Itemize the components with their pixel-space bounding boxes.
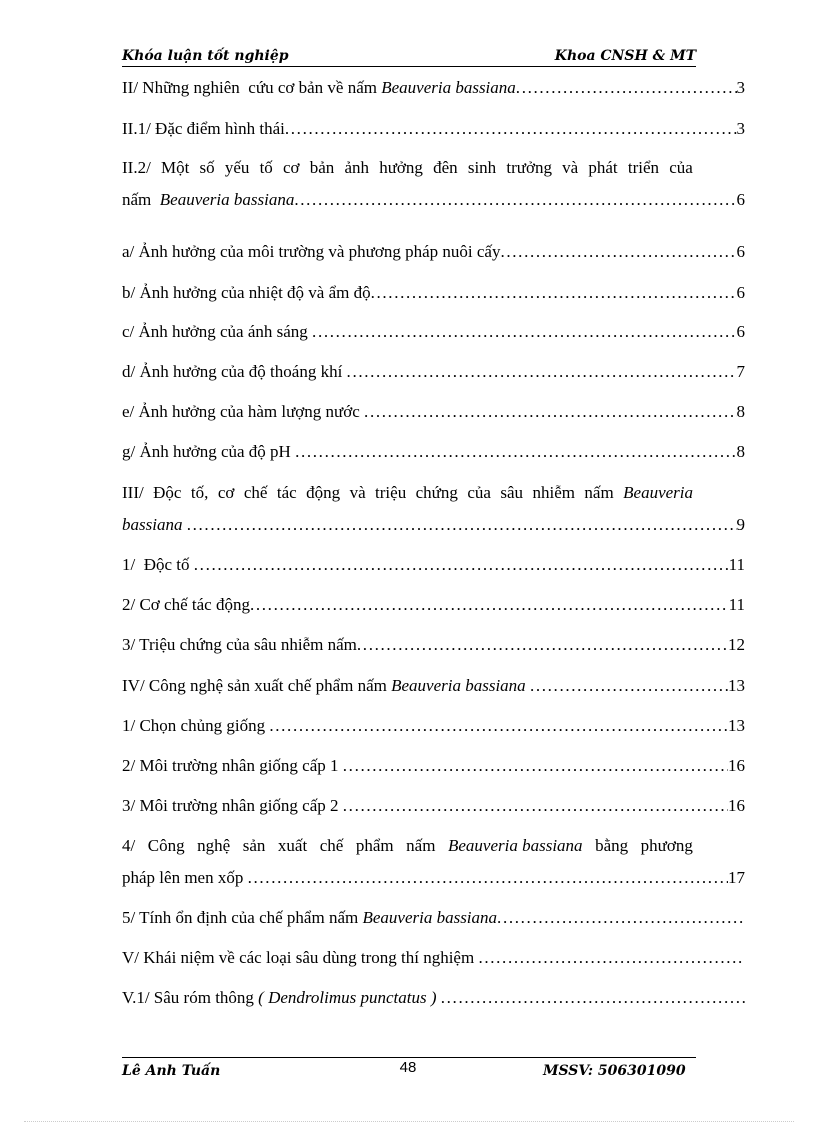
toc-entry xyxy=(122,118,745,140)
toc-word: chế xyxy=(243,483,268,502)
toc-entry-title: V/ Khái niệm về các loại sâu dùng trong thí nghiệm xyxy=(122,948,479,967)
toc-entry-title: c/ Ảnh hưởng của ánh sáng xyxy=(122,322,313,341)
page-edge xyxy=(24,1121,794,1122)
toc-word: trưởng xyxy=(506,158,552,177)
toc-word: của xyxy=(467,483,491,502)
toc-word: 4/ xyxy=(122,836,136,855)
toc-page-number: 9 xyxy=(736,515,745,534)
toc-word: chế xyxy=(319,836,344,855)
toc-leader-dots xyxy=(248,867,728,889)
toc-word: số xyxy=(199,158,215,177)
toc-leader-dots xyxy=(312,321,736,343)
toc-leader-dots xyxy=(269,715,728,737)
toc-word: Beauveria bassiana xyxy=(447,836,583,855)
footer-right: MSSV: 506301090 xyxy=(543,1063,686,1079)
toc-entry-title: 5/ Tính ổn định của chế phẩm nấm Beauveria bassiana xyxy=(122,908,498,927)
toc-entry-title: IV/ Công nghệ sản xuất chế phẩm nấm Beauveria bassiana xyxy=(122,676,526,695)
toc-entry-line xyxy=(122,867,745,889)
toc-word: của xyxy=(669,158,693,177)
toc-word: yếu xyxy=(224,158,250,177)
toc-page-number: 12 xyxy=(728,635,745,654)
toc-leader-dots xyxy=(194,554,729,576)
toc-entry xyxy=(122,715,745,737)
toc-entry-line xyxy=(122,907,745,929)
toc-page-number: 8 xyxy=(736,402,745,421)
toc-leader-dots xyxy=(497,907,745,929)
toc-page-number: 3 xyxy=(736,78,745,97)
species-name: Beauveria bassiana xyxy=(362,908,498,927)
toc-word: sinh xyxy=(467,158,497,177)
toc-entry xyxy=(122,907,745,929)
toc-page-number: 16 xyxy=(728,756,745,775)
toc-entry-title: 2/ Môi trường nhân giống cấp 1 xyxy=(122,756,343,775)
toc-entry xyxy=(122,947,745,969)
toc-page-number: 16 xyxy=(728,796,745,815)
toc-word: tố, xyxy=(190,483,209,502)
toc-entry-first-line xyxy=(122,157,693,179)
toc-entry-title: II.1/ Đặc điểm hình thái xyxy=(122,119,285,138)
toc-entry-line xyxy=(122,947,745,969)
toc-entry xyxy=(122,157,745,211)
toc-leader-dots xyxy=(441,987,745,1009)
toc-entry xyxy=(122,634,745,656)
toc-page-number: 6 xyxy=(736,190,745,209)
toc-word: Một xyxy=(160,158,190,177)
toc-entry-first-line xyxy=(122,835,693,857)
toc-leader-dots xyxy=(371,282,737,304)
toc-word: cơ xyxy=(217,483,235,502)
toc-word: Công xyxy=(147,836,185,855)
toc-entry-line xyxy=(122,675,745,697)
toc-page-number: 8 xyxy=(736,442,745,461)
toc-entry-title: 3/ Triệu chứng của sâu nhiễm nấm xyxy=(122,635,357,654)
toc-page-number: 13 xyxy=(728,716,745,735)
header-right: Khoa CNSH & MT xyxy=(554,48,696,64)
toc-leader-dots xyxy=(250,594,729,616)
toc-entry-line xyxy=(122,554,745,576)
toc-entry-line xyxy=(122,361,745,383)
toc-entry-title: g/ Ảnh hưởng của độ pH xyxy=(122,442,296,461)
page-number: 48 xyxy=(399,1059,417,1076)
toc-leader-dots xyxy=(500,241,736,263)
toc-entry-line xyxy=(122,634,745,656)
toc-page-number: 6 xyxy=(736,242,745,261)
toc-word: Độc xyxy=(153,483,182,502)
toc-leader-dots xyxy=(516,77,737,99)
toc-leader-dots xyxy=(294,189,736,211)
toc-word: triệu xyxy=(375,483,407,502)
toc-entry-title: pháp lên men xốp xyxy=(122,868,248,887)
toc-page-number: 6 xyxy=(736,322,745,341)
toc-entry-title: d/ Ảnh hưởng của độ thoáng khí xyxy=(122,362,347,381)
toc-entry-title: 1/ Độc tố xyxy=(122,555,194,574)
page-header xyxy=(122,46,696,67)
toc-page-number: 13 xyxy=(728,676,745,695)
toc-word: hưởng xyxy=(379,158,423,177)
toc-word: và xyxy=(562,158,579,177)
toc-word: tác xyxy=(276,483,297,502)
toc-entry-line xyxy=(122,987,745,1009)
toc-word: bản xyxy=(309,158,335,177)
toc-entry-title: 1/ Chọn chủng giống xyxy=(122,716,270,735)
toc-word: triển xyxy=(627,158,659,177)
footer-left: Lê Anh Tuấn xyxy=(122,1063,221,1079)
toc-entry xyxy=(122,321,745,343)
toc-entry-line xyxy=(122,282,745,304)
species-name: bassiana xyxy=(122,515,183,534)
toc-word: III/ xyxy=(122,483,144,502)
species-name: Beauveria bassiana xyxy=(159,190,295,209)
toc-page-number: 11 xyxy=(728,595,745,614)
toc-leader-dots xyxy=(478,947,745,969)
toc-entry-title: 2/ Cơ chế tác động xyxy=(122,595,250,614)
toc-word: ảnh xyxy=(344,158,369,177)
toc-entry xyxy=(122,835,745,889)
toc-word: đên xyxy=(433,158,458,177)
toc-entry xyxy=(122,755,745,777)
toc-leader-dots xyxy=(357,634,728,656)
toc-entry xyxy=(122,594,745,616)
toc-word: xuất xyxy=(277,836,308,855)
species-name: ( Dendrolimus punctatus ) xyxy=(258,988,437,1007)
toc-leader-dots xyxy=(364,401,736,423)
toc-page-number: 3 xyxy=(736,119,745,138)
toc-word: Beauveria xyxy=(623,483,693,502)
toc-entry xyxy=(122,282,745,304)
toc-entry-title: a/ Ảnh hưởng của môi trường và phương pháp nuôi cấy xyxy=(122,242,501,261)
toc-entry xyxy=(122,987,745,1009)
toc-entry xyxy=(122,241,745,263)
toc-page-number: 6 xyxy=(736,283,745,302)
toc-entry-title: e/ Ảnh hưởng của hàm lượng nước xyxy=(122,402,365,421)
toc-entry xyxy=(122,401,745,423)
toc-page-number: 11 xyxy=(728,555,745,574)
toc-entry xyxy=(122,441,745,463)
toc-word: phẩm xyxy=(355,836,394,855)
toc-leader-dots xyxy=(285,118,737,140)
toc-entry-line xyxy=(122,241,745,263)
toc-entry-title: b/ Ảnh hưởng của nhiệt độ và ẩm độ xyxy=(122,283,371,302)
toc-entry-line xyxy=(122,321,745,343)
toc-page-number: 17 xyxy=(728,868,745,887)
toc-entry xyxy=(122,795,745,817)
toc-entry-title: II/ Những nghiên cứu cơ bản về nấm Beauveria bassiana xyxy=(122,78,516,97)
toc-word: sâu xyxy=(500,483,524,502)
toc-entry-line xyxy=(122,795,745,817)
toc-entry-line xyxy=(122,755,745,777)
toc-entry-line xyxy=(122,189,745,211)
toc-entry-line xyxy=(122,514,745,536)
toc-entry-line xyxy=(122,715,745,737)
toc-entry xyxy=(122,675,745,697)
toc-entry xyxy=(122,361,745,383)
toc-entry xyxy=(122,77,745,99)
toc-entry-line xyxy=(122,118,745,140)
species-name: Beauveria bassiana xyxy=(381,78,516,97)
header-left: Khóa luận tốt nghiệp xyxy=(122,48,289,64)
toc-word: nấm xyxy=(406,836,436,855)
toc-word: động xyxy=(306,483,341,502)
toc-word: bằng xyxy=(595,836,629,855)
footer-rule xyxy=(122,1057,696,1058)
toc-entry-line xyxy=(122,594,745,616)
toc-entry xyxy=(122,482,745,536)
toc-leader-dots xyxy=(343,755,728,777)
species-name: Beauveria bassiana xyxy=(391,676,526,695)
toc-leader-dots xyxy=(347,361,737,383)
toc-word: nhiễm xyxy=(532,483,575,502)
toc-entry-line xyxy=(122,401,745,423)
toc-entry-line xyxy=(122,77,745,99)
toc-word: nấm xyxy=(584,483,614,502)
toc-entry-title: 3/ Môi trường nhân giống cấp 2 xyxy=(122,796,343,815)
toc-leader-dots xyxy=(187,514,737,536)
toc-word: phát xyxy=(588,158,618,177)
toc-word: và xyxy=(349,483,366,502)
toc-entry xyxy=(122,554,745,576)
toc-word: II.2/ xyxy=(122,158,151,177)
toc-leader-dots xyxy=(295,441,736,463)
toc-word: nghệ xyxy=(197,836,231,855)
toc-entry-title: nấm Beauveria bassiana xyxy=(122,190,295,209)
toc-word: tố xyxy=(259,158,273,177)
toc-word: phương xyxy=(640,836,693,855)
toc-leader-dots xyxy=(530,675,728,697)
toc-leader-dots xyxy=(343,795,728,817)
toc-entry-title xyxy=(122,514,187,536)
toc-entry-first-line xyxy=(122,482,693,504)
toc-entry-line xyxy=(122,441,745,463)
toc-word: sản xyxy=(242,836,266,855)
toc-word: chứng xyxy=(415,483,458,502)
toc-entry-title: V.1/ Sâu róm thông ( Dendrolimus punctatus ) xyxy=(122,988,437,1007)
toc-word: cơ xyxy=(282,158,300,177)
toc-page-number: 7 xyxy=(736,362,745,381)
